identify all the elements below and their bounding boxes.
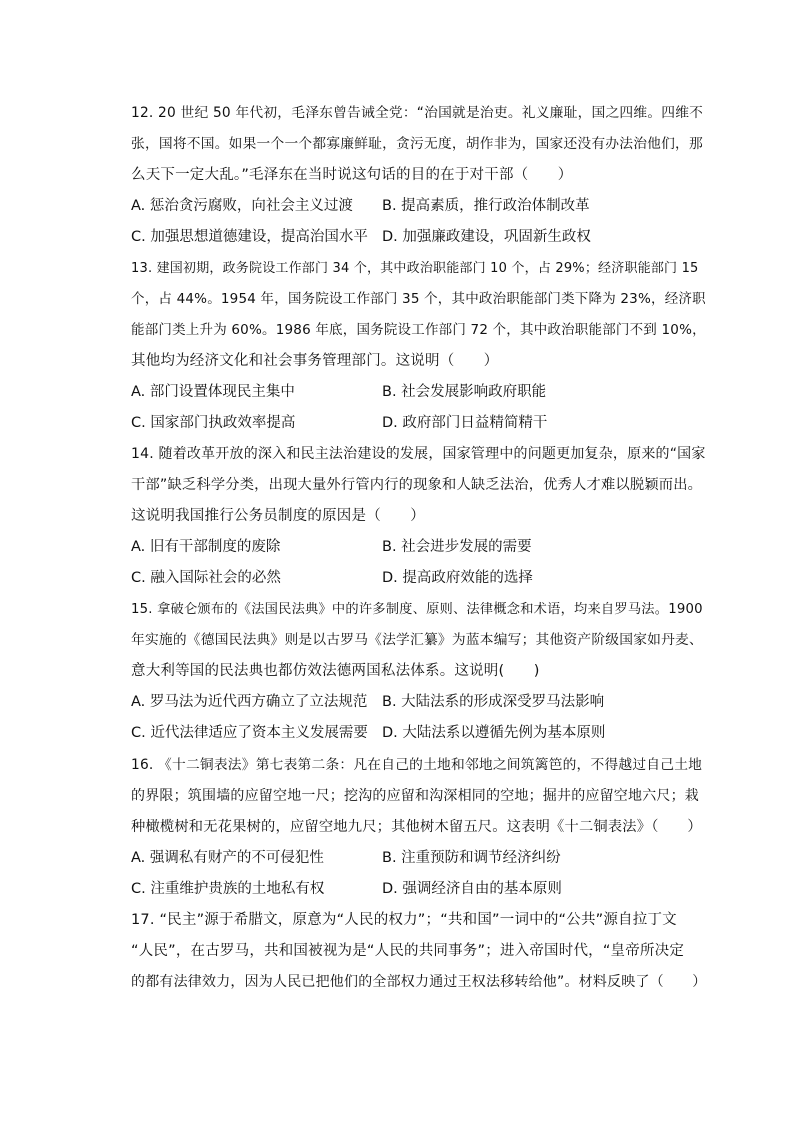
question-15 [131, 594, 706, 687]
question-12-option-d[interactable]: D. 加强廉政建设，巩固新生政权 [382, 229, 591, 245]
question-12-line-3: 么天下一定大乱。”毛泽东在当时说这句话的目的在于对干部（ ） [131, 167, 573, 183]
question-17-line-3: 的都有法律效力，因为人民已把他们的全部权力通过王权法移转给他”。材料反映了（ ） [131, 974, 707, 990]
question-15-options [131, 687, 706, 749]
question-16-option-c[interactable]: C. 注重维护贵族的土地私有权 [131, 881, 325, 897]
question-13-line-2: 个，占 44%。1954 年，国务院设工作部门 35 个，其中政治职能部门类下降为 23%，经济职 [131, 291, 706, 307]
question-12-option-b[interactable]: B. 提高素质，推行政治体制改革 [382, 198, 590, 214]
question-16-options [131, 843, 706, 905]
question-13 [131, 253, 706, 377]
question-15-option-c[interactable]: C. 近代法律适应了资本主义发展需要 [131, 725, 368, 741]
question-13-line-1: 13. 建国初期，政务院设工作部门 34 个，其中政治职能部门 10 个，占 29%；经济职能部门 15 [131, 261, 699, 276]
question-14-line-1: 14. 随着改革开放的深入和民主法治建设的发展，国家管理中的问题更加复杂，原来的“国家 [131, 446, 706, 462]
question-15-line-1: 15. 拿破仑颁布的《法国民法典》中的许多制度、原则、法律概念和术语，均来自罗马法。1900 [131, 602, 703, 617]
question-14-option-d[interactable]: D. 提高政府效能的选择 [382, 570, 533, 586]
question-12-options [131, 191, 706, 253]
question-13-line-4: 其他均为经济文化和社会事务管理部门。这说明（ ） [131, 353, 499, 369]
question-12 [131, 98, 706, 191]
question-13-line-3: 能部门类上升为 60%。1986 年底，国务院设工作部门 72 个，其中政治职能部门不到 10%， [131, 322, 706, 338]
question-16 [131, 750, 706, 843]
question-17 [131, 905, 706, 998]
question-12-option-c[interactable]: C. 加强思想道德建设，提高治国水平 [131, 229, 368, 245]
question-15-line-3: 意大利等国的民法典也都仿效法德两国私法体系。这说明( ) [131, 663, 540, 679]
question-15-line-2: 年实施的《德国民法典》则是以古罗马《法学汇纂》为蓝本编写；其他资产阶级国家如丹麦、 [131, 632, 703, 648]
question-14-line-2: 干部”缺乏科学分类，出现大量外行管内行的现象和人缺乏法治，优秀人才难以脱颖而出。 [131, 477, 703, 493]
question-15-option-b[interactable]: B. 大陆法系的形成深受罗马法影响 [382, 694, 605, 710]
question-17-line-1: 17. “民主”源于希腊文，原意为“人民的权力”；“共和国”一词中的“公共”源自拉丁文 [131, 912, 677, 928]
question-17-line-2: “人民”，在古罗马，共和国被视为是“人民的共同事务”；进入帝国时代，“皇帝所决定 [131, 943, 685, 959]
question-14-option-c[interactable]: C. 融入国际社会的必然 [131, 570, 281, 586]
question-16-line-2: 的界限；筑围墙的应留空地一尺；挖沟的应留和沟深相同的空地；掘井的应留空地六尺；栽 [131, 788, 699, 804]
question-16-line-1: 16. 《十二铜表法》第七表第二条：凡在自己的土地和邻地之间筑篱笆的，不得越过自己土地 [131, 757, 703, 773]
question-12-line-1: 12. 20 世纪 50 年代初，毛泽东曾告诫全党：“治国就是治吏。礼义廉耻，国之四维。四维不 [131, 105, 704, 121]
question-13-option-c[interactable]: C. 国家部门执政效率提高 [131, 415, 296, 431]
question-13-option-d[interactable]: D. 政府部门日益精简精干 [382, 415, 548, 431]
question-14-line-3: 这说明我国推行公务员制度的原因是（ ） [131, 508, 425, 524]
question-16-option-d[interactable]: D. 强调经济自由的基本原则 [382, 881, 562, 897]
question-13-option-b[interactable]: B. 社会发展影响政府职能 [382, 384, 547, 400]
question-12-line-2: 张，国将不国。如果一个一个都寡廉鲜耻，贪污无度，胡作非为，国家还没有办法治他们，那 [131, 136, 703, 152]
question-16-option-b[interactable]: B. 注重预防和调节经济纠纷 [382, 850, 561, 866]
question-16-line-3: 种橄榄树和无花果树的，应留空地九尺；其他树木留五尺。这表明《十二铜表法》（ ） [131, 819, 702, 835]
question-14-options [131, 532, 706, 594]
question-15-option-d[interactable]: D. 大陆法系以遵循先例为基本原则 [382, 725, 606, 741]
question-13-options [131, 377, 706, 439]
question-12-option-a[interactable]: A. 惩治贪污腐败，向社会主义过渡 [131, 198, 353, 214]
question-14-option-a[interactable]: A. 旧有干部制度的废除 [131, 539, 281, 555]
question-14-option-b[interactable]: B. 社会进步发展的需要 [382, 539, 532, 555]
question-13-option-a[interactable]: A. 部门设置体现民主集中 [131, 384, 295, 400]
question-16-option-a[interactable]: A. 强调私有财产的不可侵犯性 [131, 850, 324, 866]
question-14 [131, 439, 706, 532]
question-15-option-a[interactable]: A. 罗马法为近代西方确立了立法规范 [131, 694, 368, 710]
